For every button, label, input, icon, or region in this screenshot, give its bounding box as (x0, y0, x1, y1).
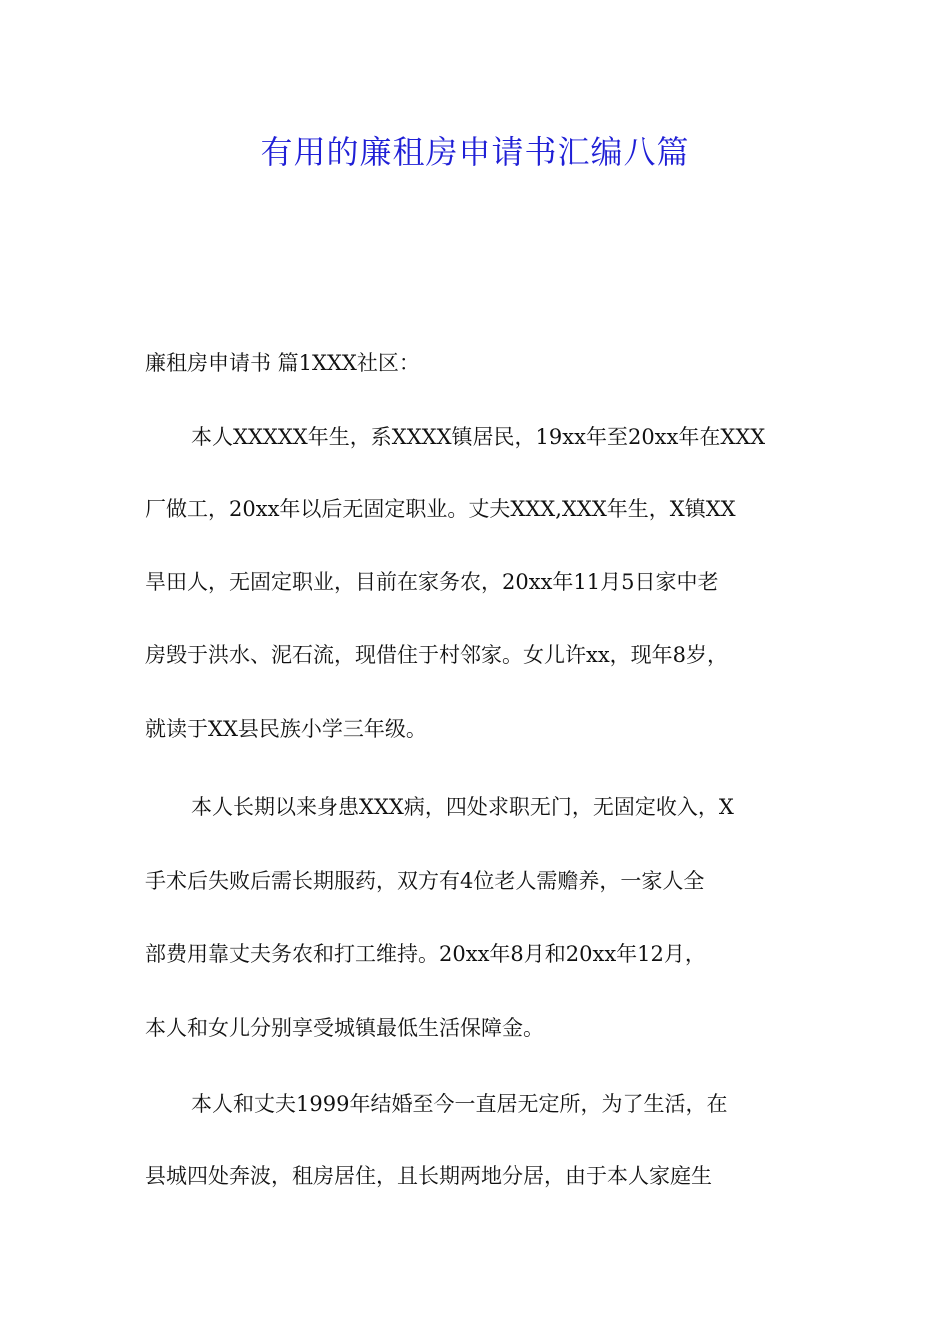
text-line: 本人和女儿分别享受城镇最低生活保障金。 (145, 1016, 544, 1040)
text-line: 就读于XX县民族小学三年级。 (145, 717, 427, 741)
text-line: 县城四处奔波，租房居住，且长期两地分居，由于本人家庭生 (145, 1164, 712, 1188)
text-line: 本人XXXXX年生，系XXXX镇居民，19xx年至20xx年在XXX (191, 425, 766, 449)
text-line: 厂做工，20xx年以后无固定职业。丈夫XXX,XXX年生，X镇XX (145, 497, 736, 521)
text-line: 旱田人，无固定职业，目前在家务农，20xx年11月5日家中老 (145, 570, 719, 594)
text-line: 廉租房申请书 篇1XXX社区： (145, 351, 420, 375)
text-line: 部费用靠丈夫务农和打工维持。20xx年8月和20xx年12月， (145, 942, 706, 966)
text-line: 手术后失败后需长期服药，双方有4位老人需赡养，一家人全 (145, 869, 705, 893)
text-line: 本人长期以来身患XXX病，四处求职无门，无固定收入，X (191, 795, 734, 819)
document-title: 有用的廉租房申请书汇编八篇 (260, 133, 690, 171)
text-line: 房毁于洪水、泥石流，现借住于村邻家。女儿许xx，现年8岁， (145, 643, 729, 667)
text-line: 本人和丈夫1999年结婚至今一直居无定所，为了生活，在 (191, 1092, 728, 1116)
